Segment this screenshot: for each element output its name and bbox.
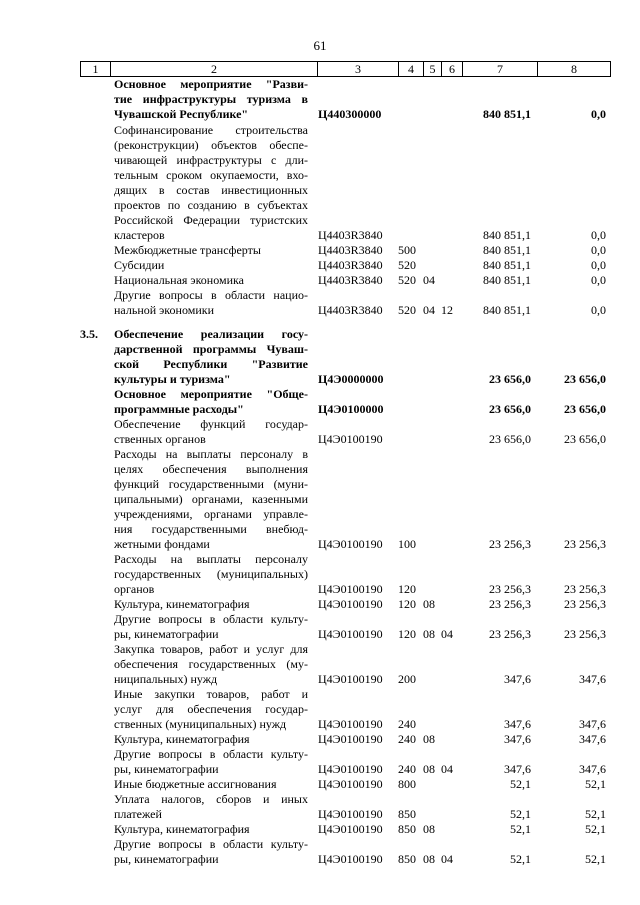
expense-type-code: 850	[398, 852, 416, 866]
subsection-code: 04	[441, 762, 453, 776]
amount-col7: 840 851,1	[483, 107, 531, 121]
description-line: тельным сроком окупаемости, вхо-	[114, 168, 308, 182]
column-header: 3	[318, 62, 399, 77]
description-line: целях обеспечения выполнения	[114, 462, 308, 476]
amount-col7: 840 851,1	[483, 228, 531, 242]
amount-col8: 0,0	[591, 243, 606, 257]
description-line: дящих в состав инвестиционных	[114, 183, 308, 197]
amount-col7: 23 256,3	[489, 582, 531, 596]
description-line: Культура, кинематография	[114, 822, 250, 836]
description-line: нальной экономики	[114, 303, 214, 317]
description-line: (реконструкции) объектов обеспе-	[114, 138, 308, 152]
row-description	[114, 687, 308, 732]
target-article-code: Ц4Э0100190	[318, 732, 383, 746]
amount-col7: 23 656,0	[489, 372, 531, 386]
description-line: Чувашской Республике"	[114, 107, 249, 121]
row-description	[114, 552, 308, 597]
row-description	[114, 612, 308, 642]
target-article-code: Ц4Э0100190	[318, 582, 383, 596]
description-line: Другие вопросы в области культу-	[114, 747, 308, 761]
description-line: Культура, кинематография	[114, 732, 250, 746]
target-article-code: Ц4403R3840	[318, 243, 383, 257]
description-line: платежей	[114, 807, 162, 821]
description-line: Основное мероприятие "Обще-	[114, 387, 308, 401]
row-description	[114, 258, 308, 273]
description-line: органов	[114, 582, 155, 596]
expense-type-code: 850	[398, 807, 416, 821]
description-line: Межбюджетные трансферты	[114, 243, 261, 257]
section-code: 08	[423, 822, 435, 836]
target-article-code: Ц440300000	[318, 107, 382, 121]
amount-col7: 347,6	[504, 717, 531, 731]
description-line: ры, кинематографии	[114, 627, 219, 641]
amount-col7: 52,1	[510, 807, 531, 821]
amount-col8: 52,1	[585, 777, 606, 791]
description-line: Расходы на выплаты персоналу в	[114, 447, 308, 461]
amount-col7: 52,1	[510, 777, 531, 791]
table-row	[0, 258, 640, 273]
expense-type-code: 800	[398, 777, 416, 791]
section-code: 04	[423, 273, 435, 287]
expense-type-code: 500	[398, 243, 416, 257]
description-line: Иные бюджетные ассигнования	[114, 777, 277, 791]
target-article-code: Ц4Э0100190	[318, 717, 383, 731]
table-row	[0, 123, 640, 243]
description-line: Уплата налогов, сборов и иных	[114, 792, 308, 806]
description-line: Другие вопросы в области культу-	[114, 837, 308, 851]
expense-type-code: 520	[398, 273, 416, 287]
table-row	[0, 552, 640, 597]
amount-col8: 0,0	[591, 273, 606, 287]
table-row	[0, 822, 640, 837]
amount-col7: 52,1	[510, 852, 531, 866]
amount-col8: 23 256,3	[564, 627, 606, 641]
target-article-code: Ц4Э0100190	[318, 762, 383, 776]
row-description	[114, 273, 308, 288]
expense-type-code: 120	[398, 597, 416, 611]
table-row	[0, 447, 640, 552]
amount-col7: 23 656,0	[489, 402, 531, 416]
description-line: ры, кинематографии	[114, 762, 219, 776]
table-row	[0, 288, 640, 318]
target-article-code: Ц4403R3840	[318, 303, 383, 317]
section-code: 08	[423, 762, 435, 776]
row-description	[114, 77, 308, 122]
amount-col7: 23 256,3	[489, 537, 531, 551]
column-header: 4	[399, 62, 424, 77]
subsection-code: 12	[441, 303, 453, 317]
table-row	[0, 417, 640, 447]
section-code: 08	[423, 627, 435, 641]
amount-col7: 52,1	[510, 822, 531, 836]
section-code: 08	[423, 597, 435, 611]
target-article-code: Ц4403R3840	[318, 228, 383, 242]
table-row	[0, 597, 640, 612]
table-row	[0, 243, 640, 258]
target-article-code: Ц4403R3840	[318, 273, 383, 287]
description-line: государственных (муниципальных)	[114, 567, 308, 581]
amount-col7: 23 256,3	[489, 627, 531, 641]
amount-col8: 52,1	[585, 852, 606, 866]
table-row	[0, 642, 640, 687]
description-line: ственных органов	[114, 432, 206, 446]
expense-type-code: 240	[398, 717, 416, 731]
expense-type-code: 100	[398, 537, 416, 551]
description-line: ципальными) органами, казенными	[114, 492, 308, 506]
row-description	[114, 417, 308, 447]
description-line: Расходы на выплаты персоналу	[114, 552, 308, 566]
description-line: программные расходы"	[114, 402, 244, 416]
row-description	[114, 777, 308, 792]
description-line: Основное мероприятие "Разви-	[114, 77, 308, 91]
description-line: Субсидии	[114, 258, 165, 272]
row-description	[114, 732, 308, 747]
table-row	[0, 687, 640, 732]
description-line: учреждениями, органами управле-	[114, 507, 308, 521]
description-line: культуры и туризма"	[114, 372, 231, 386]
row-description	[114, 597, 308, 612]
amount-col7: 840 851,1	[483, 273, 531, 287]
table-row	[0, 747, 640, 777]
description-line: Культура, кинематография	[114, 597, 250, 611]
table-row	[0, 792, 640, 822]
target-article-code: Ц4Э0100190	[318, 627, 383, 641]
description-line: Национальная экономика	[114, 273, 244, 287]
column-header: 2	[111, 62, 318, 77]
description-line: Другие вопросы в области нацио-	[114, 288, 308, 302]
target-article-code: Ц4Э0100190	[318, 852, 383, 866]
column-header: 8	[538, 62, 611, 77]
table-row	[0, 77, 640, 122]
target-article-code: Ц4Э0000000	[318, 372, 384, 386]
amount-col8: 347,6	[579, 732, 606, 746]
description-line: услуг для обеспечения государ-	[114, 702, 308, 716]
amount-col8: 23 256,3	[564, 582, 606, 596]
description-line: ниципальных) нужд	[114, 672, 218, 686]
description-line: тие инфраструктуры туризма в	[114, 92, 308, 106]
page-number: 61	[313, 38, 327, 53]
amount-col8: 0,0	[591, 303, 606, 317]
amount-col7: 840 851,1	[483, 243, 531, 257]
amount-col8: 23 656,0	[564, 372, 606, 386]
amount-col7: 347,6	[504, 762, 531, 776]
description-line: чивающей инфраструктуры с дли-	[114, 153, 308, 167]
expense-type-code: 120	[398, 627, 416, 641]
description-line: ния государственными внебюд-	[114, 522, 308, 536]
target-article-code: Ц4Э0100190	[318, 537, 383, 551]
amount-col8: 347,6	[579, 672, 606, 686]
description-line: обеспечения государственных (му-	[114, 657, 308, 671]
target-article-code: Ц4Э0100190	[318, 597, 383, 611]
expense-type-code: 520	[398, 258, 416, 272]
row-description	[114, 387, 308, 417]
row-description	[114, 243, 308, 258]
expense-type-code: 240	[398, 762, 416, 776]
description-line: Закупка товаров, работ и услуг для	[114, 642, 308, 656]
description-line: ской Республики "Развитие	[114, 357, 308, 371]
target-article-code: Ц4Э0100190	[318, 432, 383, 446]
row-description	[114, 327, 308, 387]
amount-col8: 0,0	[591, 107, 606, 121]
table-row	[0, 777, 640, 792]
expense-type-code: 520	[398, 303, 416, 317]
description-line: ры, кинематографии	[114, 852, 219, 866]
description-line: Иные закупки товаров, работ и	[114, 687, 308, 701]
amount-col8: 347,6	[579, 762, 606, 776]
amount-col8: 347,6	[579, 717, 606, 731]
amount-col8: 52,1	[585, 807, 606, 821]
subsection-code: 04	[441, 852, 453, 866]
description-line: жетными фондами	[114, 537, 210, 551]
description-line: Софинансирование строительства	[114, 123, 308, 137]
target-article-code: Ц4Э0100190	[318, 807, 383, 821]
row-description	[114, 792, 308, 822]
row-description	[114, 642, 308, 687]
column-header: 5	[424, 62, 442, 77]
target-article-code: Ц4403R3840	[318, 258, 383, 272]
amount-col7: 23 656,0	[489, 432, 531, 446]
column-header: 1	[81, 62, 111, 77]
target-article-code: Ц4Э0100190	[318, 822, 383, 836]
amount-col8: 23 656,0	[564, 432, 606, 446]
description-line: ственных (муниципальных) нужд	[114, 717, 287, 731]
row-number: 3.5.	[80, 327, 98, 341]
expense-type-code: 240	[398, 732, 416, 746]
description-line: проектов по созданию в субъектах	[114, 198, 308, 212]
description-line: кластеров	[114, 228, 165, 242]
description-line: дарственной программы Чуваш-	[114, 342, 308, 356]
target-article-code: Ц4Э0100000	[318, 402, 384, 416]
amount-col7: 23 256,3	[489, 597, 531, 611]
table-row	[0, 732, 640, 747]
target-article-code: Ц4Э0100190	[318, 672, 383, 686]
description-line: функций государственными (муни-	[114, 477, 308, 491]
column-header: 6	[442, 62, 463, 77]
table-row	[0, 327, 640, 387]
table-row	[0, 837, 640, 867]
amount-col7: 840 851,1	[483, 258, 531, 272]
amount-col7: 840 851,1	[483, 303, 531, 317]
column-header: 7	[463, 62, 538, 77]
column-header-row	[80, 61, 611, 77]
table-row	[0, 273, 640, 288]
expense-type-code: 200	[398, 672, 416, 686]
row-description	[114, 123, 308, 243]
row-description	[114, 837, 308, 867]
amount-col8: 23 256,3	[564, 537, 606, 551]
row-description	[114, 288, 308, 318]
target-article-code: Ц4Э0100190	[318, 777, 383, 791]
row-description	[114, 822, 308, 837]
description-line: Другие вопросы в области культу-	[114, 612, 308, 626]
section-code: 08	[423, 852, 435, 866]
subsection-code: 04	[441, 627, 453, 641]
amount-col8: 23 656,0	[564, 402, 606, 416]
table-row	[0, 387, 640, 417]
description-line: Обеспечение реализации госу-	[114, 327, 308, 341]
description-line: Российской Федерации туристских	[114, 213, 308, 227]
expense-type-code: 120	[398, 582, 416, 596]
amount-col7: 347,6	[504, 732, 531, 746]
amount-col8: 0,0	[591, 228, 606, 242]
amount-col8: 0,0	[591, 258, 606, 272]
description-line: Обеспечение функций государ-	[114, 417, 308, 431]
section-code: 08	[423, 732, 435, 746]
table-row	[0, 612, 640, 642]
amount-col8: 23 256,3	[564, 597, 606, 611]
amount-col8: 52,1	[585, 822, 606, 836]
row-description	[114, 447, 308, 552]
expense-type-code: 850	[398, 822, 416, 836]
section-code: 04	[423, 303, 435, 317]
row-description	[114, 747, 308, 777]
amount-col7: 347,6	[504, 672, 531, 686]
